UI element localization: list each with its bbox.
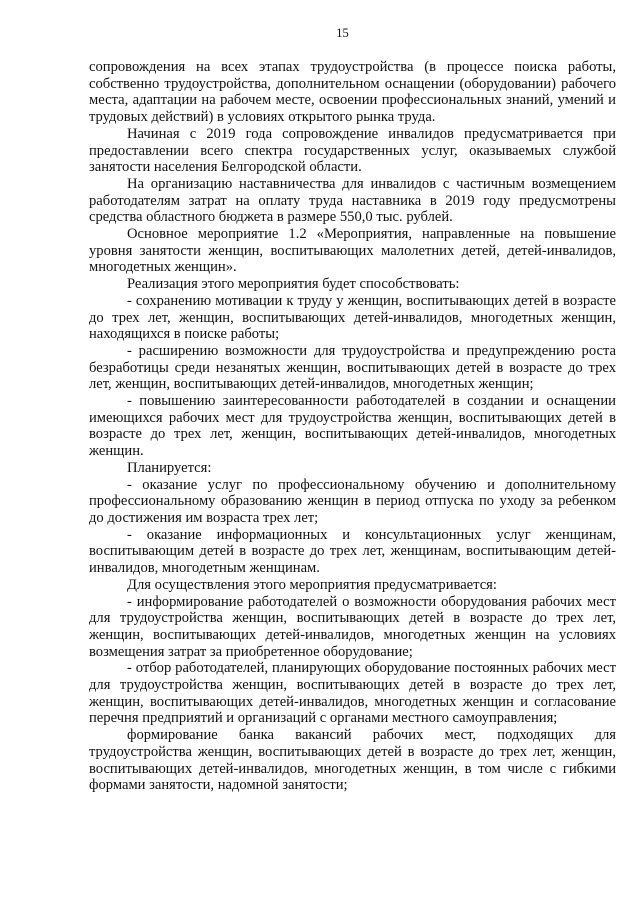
paragraph-implementation-intro: Реализация этого мероприятия будет способствовать: bbox=[127, 276, 460, 293]
paragraph-support-2019: Начиная с 2019 года сопровождение инвалидов предусматривается при предоставлении всего спектра государственных услуг, оказываемых службой занятости населения Белгородской области. bbox=[89, 125, 616, 176]
list-item-informing-employers: - информирование работодателей о возможности оборудования рабочих мест для трудоустройства женщин, воспитывающих детей в возрасте до трех лет, женщин, воспитывающих детей-инвалидов, многодетных женщин на условиях возмещения затрат за приобретенное оборудование; bbox=[89, 593, 616, 660]
paragraph-continuation: сопровождения на всех этапах трудоустройства (в процессе поиска работы, собственно трудоустройства, дополнительном оснащении (оборудовании) рабочего места, адаптации на рабочем месте, освоении профессиональных знаний, умений и трудовых действий) в условиях открытого рынка труда. bbox=[89, 59, 616, 126]
list-item-consulting-services: - оказание информационных и консультационных услуг женщинам, воспитывающим детей в возрасте до трех лет, женщинам, воспитывающим детей-инвалидов, многодетным женщинам. bbox=[89, 526, 616, 577]
paragraph-provisions-intro: Для осуществления этого мероприятия предусматривается: bbox=[127, 576, 497, 593]
paragraph-measure-1-2: Основное мероприятие 1.2 «Мероприятия, направленные на повышение уровня занятости женщин, воспитывающих малолетних детей, детей-инвалидов, многодетных женщин». bbox=[89, 226, 616, 276]
list-item-vacancy-bank: формирование банка вакансий рабочих мест, подходящих для трудоустройства женщин, воспитывающих детей в возрасте до трех лет, женщин, воспитывающих детей-инвалидов, многодетных женщин, в том числе с гибкими формами занятости, надомной занятости; bbox=[89, 727, 616, 794]
list-item-employment-opportunities: - расширению возможности для трудоустройства и предупреждению роста безработицы среди незанятых женщин, воспитывающих детей в возрасте до трех лет, женщин, воспитывающих детей-инвалидов, многодетных женщин; bbox=[89, 342, 616, 393]
list-item-employer-interest: - повышению заинтересованности работодателей в создании и оснащении имеющихся рабочих мест для трудоустройства женщин, воспитывающих детей в возрасте до трех лет, женщин, воспитывающих детей-инвалидов, многодетных женщин. bbox=[89, 393, 616, 460]
body-text bbox=[89, 59, 616, 794]
list-item-employer-selection: - отбор работодателей, планирующих оборудование постоянных рабочих мест для трудоустройства женщин, воспитывающих детей в возрасте до трех лет, женщин, воспитывающих детей-инвалидов, многодетных женщин и согласование перечня предприятий и организаций с органами местного самоуправления; bbox=[89, 660, 616, 727]
paragraph-planned-intro: Планируется: bbox=[127, 459, 212, 476]
list-item-motivation: - сохранению мотивации к труду у женщин, воспитывающих детей в возрасте до трех лет, женщин, воспитывающих детей-инвалидов, многодетных женщин, находящихся в поиске работы; bbox=[89, 292, 616, 343]
page-number: 15 bbox=[336, 26, 349, 40]
list-item-training-services: - оказание услуг по профессиональному обучению и дополнительному профессиональному образованию женщин в период отпуска по уходу за ребенком до достижения им возраста трех лет; bbox=[89, 476, 616, 526]
paragraph-mentoring: На организацию наставничества для инвалидов с частичным возмещением работодателям затрат на оплату труда наставника в 2019 году предусмотрены средства областного бюджета в размере 550,0 тыс. рублей. bbox=[89, 175, 616, 226]
